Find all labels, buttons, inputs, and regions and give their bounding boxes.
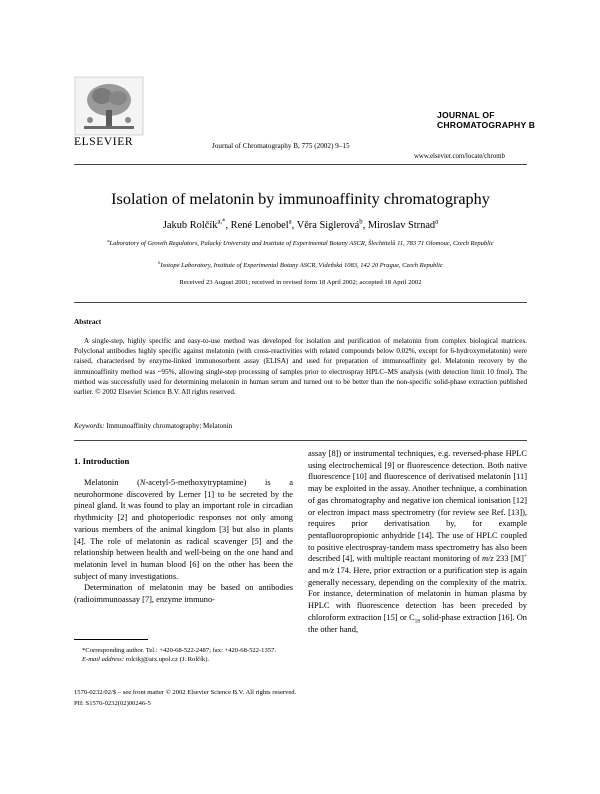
article-title: Isolation of melatonin by immunoaffinity chromatography: [111, 190, 490, 208]
abstract-bottom-rule: [74, 440, 527, 441]
elsevier-logo: [74, 76, 144, 136]
keywords-label: Keywords:: [74, 422, 105, 430]
publisher-name: ELSEVIER: [74, 136, 134, 148]
journal-url[interactable]: www.elsevier.com/locate/chromb: [414, 153, 505, 160]
abstract-top-rule: [74, 302, 527, 303]
affiliation-b: $^b$Isotope Laboratory, Institute of Experimental Botany ASCR, Vídeňská 1083, 142 20 Prague, Czech Republic: [158, 259, 443, 269]
paragraph: Determination of melatonin may be based on antibodies (radioimmunoassay [7], enzyme immuno-: [74, 583, 293, 605]
journal-reference: Journal of Chromatography B, 775 (2002) 9–15: [212, 142, 350, 150]
body-column-left: [74, 477, 293, 606]
abstract-heading: Abstract: [74, 317, 102, 326]
section-heading: 1. Introduction: [74, 456, 130, 466]
journal-title-line1: JOURNAL OF: [437, 110, 495, 120]
affiliation-a: $^a$Laboratory of Growth Regulators, Palacký University and Institute of Experimental Botany ASCR, Šlechtitelů 11, 783 71 Olomouc, Czech Republic: [107, 237, 494, 247]
footnote-rule: [74, 639, 148, 640]
author: Miroslav Strnad$^a$: [367, 218, 439, 231]
abstract-body: A single-step, highly specific and easy-to-use method was developed for isolation and purification of melatonin from complex biological matrices. Polyclonal antibodies highly specific against melatonin (with cross-reactivities with related compounds below 0.02%, except for 6-hydroxymelatonin) were raised, characterised by enzyme-linked immunosorbent assay (ELISA) and used for preparation of immunoaffinity gel. Melatonin recovery by the immunoaffinity method was ~95%, allowing single-step processing of samples prior to electrospray HPLC–MS analysis (with detection limit 10 fmol). The method was successfully used for determining melatonin in human serum and turned out to be better than the non-specific solid-phase extraction published earlier. © 2002 Elsevier Science B.V. All rights reserved.: [74, 337, 527, 397]
author: Věra Siglerová$^b$,: [296, 218, 368, 231]
keywords: [74, 422, 232, 430]
paragraph: assay [8]) or instrumental techniques, e.g. reversed-phase HPLC using electrochemical [9] or fluorescence detection. Both native fluorescence [10] and fluorescence of derivatised melatonin [11] may be exploited in the assay. Another technique, a combination of gas chromatography and negative ion chemical ionisation [12] or electron impact mass spectrometry (for review see Ref. [13]), requires prior derivatisation by, for example pentafluoropropionic anhydride [14]. The use of HPLC coupled to positive electrospray-tandem mass spectrometry has also been described [4], with multiple reactant monitoring of m/z 233 [M]+ and m/z 174. Here, prior extraction or a purification step is again generally necessary, depending on the complexity of the matrix. For instance, determination of melatonin in human plasma by HPLC with fluorescence detection has been preceded by chloroform extraction [15] or $C_{18}$ solid-phase extraction [16]. On the other hand,: [308, 449, 528, 634]
journal-title-line2: CHROMATOGRAPHY B: [437, 120, 536, 130]
keywords-text: Immunoaffinity chromatography; Melatonin: [106, 422, 233, 430]
header-rule: [74, 164, 527, 165]
email-link[interactable]: rolcikj@aix.upol.cz: [125, 656, 178, 664]
email-line: E-mail address: rolcikj@aix.upol.cz (J. Rolčík).: [82, 656, 210, 664]
footnote: [74, 646, 293, 665]
corresponding-author: *Corresponding author. Tel.: +420-68-522-2487; fax: +420-68-522-1357.: [82, 647, 277, 654]
author: René Lenobel$^a$,: [230, 218, 297, 231]
received-dates: Received 23 August 2001; received in revised form 18 April 2002; accepted 18 April 2002: [179, 279, 422, 286]
journal-title: [437, 110, 535, 130]
elsevier-tree-icon: [74, 76, 144, 136]
author: Jakub Rolčík$^{a,*}$,: [162, 218, 231, 231]
author-list: [74, 220, 527, 231]
issn-line: 1570-0232/02/$ – see front matter © 2002 Elsevier Science B.V. All rights reserved.: [74, 689, 297, 696]
body-column-right: [308, 448, 527, 635]
pii-line: PII: S1570-0232(02)00246-5: [74, 700, 151, 707]
paragraph: Melatonin (N-acetyl-5-methoxytryptamine) is a neurohormone discovered by Lerner [1] to be secreted by the pineal gland. It was found to play an important role in circadian rhythmicity [2] and photoperiodic responses not only among various members of the animal kingdom [3] but also in plants [4]. The role of melatonin as radical scavenger [5] and the relationship between health and well-being on the one hand and melatonin level in human blood [6] on the other has been the subject of many investigations.: [74, 478, 293, 581]
